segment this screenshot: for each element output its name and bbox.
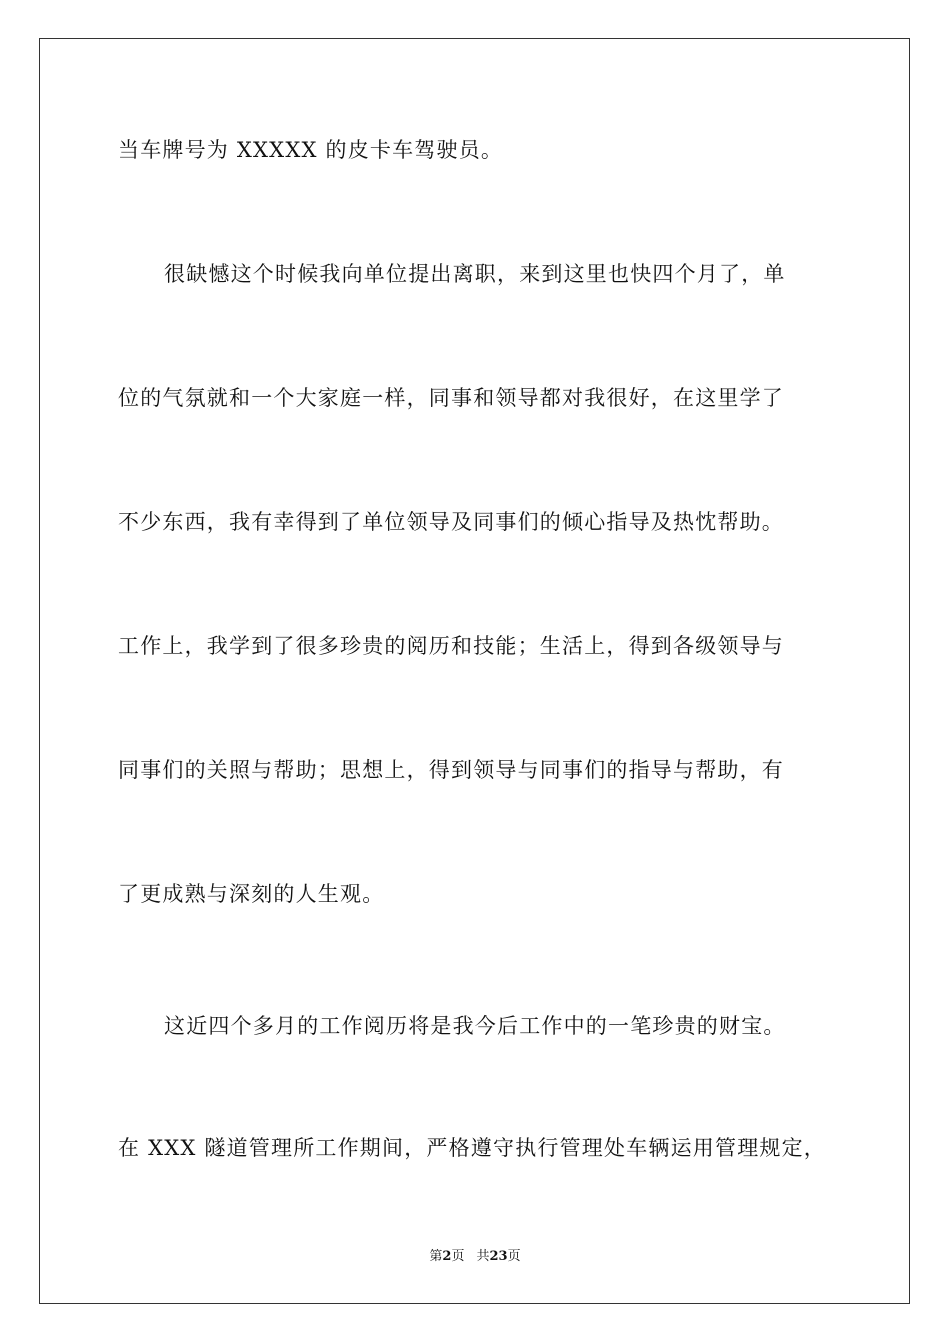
text-line: 很缺憾这个时候我向单位提出离职，来到这里也快四个月了，单 (164, 262, 786, 286)
text-line: 这近四个多月的工作阅历将是我今后工作中的一笔珍贵的财宝。 (164, 1014, 786, 1038)
page-number: 2 (442, 1249, 452, 1264)
text-line: 工作上，我学到了很多珍贵的阅历和技能；生活上，得到各级领导与 (118, 634, 784, 658)
page-prefix: 第 (429, 1249, 443, 1264)
page-suffix: 页 (451, 1249, 465, 1264)
page-footer (0, 1248, 950, 1266)
total-suffix: 页 (507, 1249, 521, 1264)
text-line: 同事们的关照与帮助；思想上，得到领导与同事们的指导与帮助，有 (118, 758, 784, 782)
total-pages: 23 (489, 1249, 508, 1264)
text-line: 位的气氛就和一个大家庭一样，同事和领导都对我很好，在这里学了 (118, 386, 784, 410)
text-line: 不少东西，我有幸得到了单位领导及同事们的倾心指导及热忱帮助。 (118, 510, 784, 534)
text-line: 在 XXX 隧道管理所工作期间，严格遵守执行管理处车辆运用管理规定， (118, 1136, 826, 1160)
page-border (39, 38, 910, 1304)
text-line: 当车牌号为 XXXXX 的皮卡车驾驶员。 (118, 138, 504, 162)
total-prefix: 共 (476, 1249, 490, 1264)
text-line: 了更成熟与深刻的人生观。 (118, 882, 385, 906)
